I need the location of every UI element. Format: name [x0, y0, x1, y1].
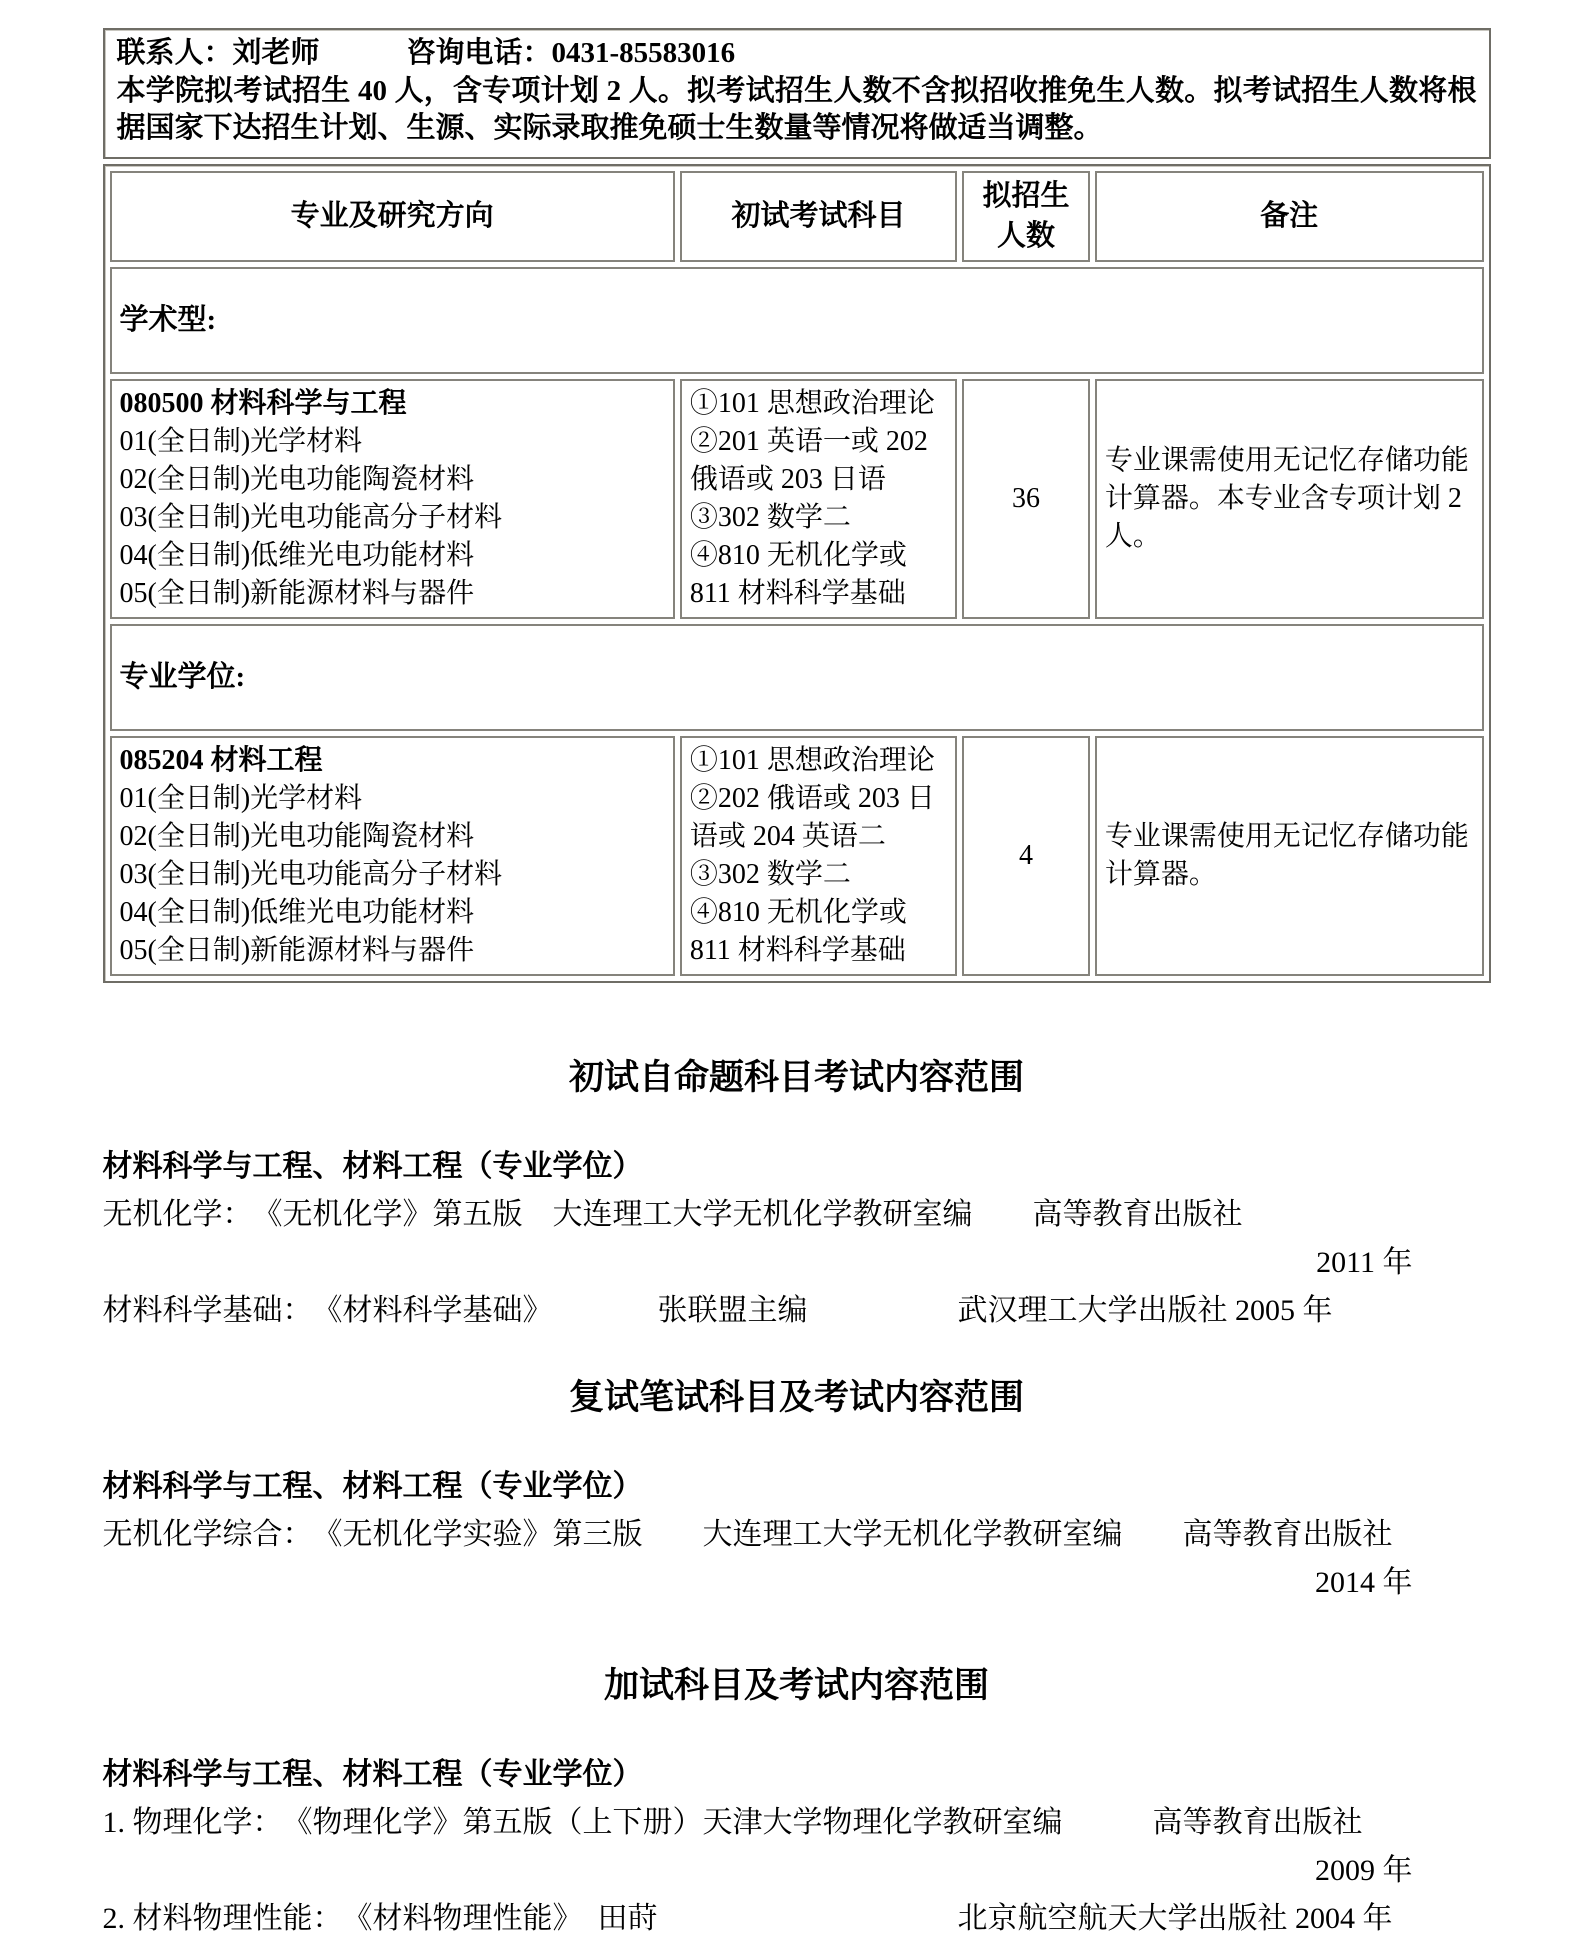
section-row-academic — [110, 267, 1484, 374]
major-cell-080500 — [110, 379, 675, 619]
section-row-professional — [110, 624, 1484, 731]
table-row — [110, 736, 1484, 976]
section-initial-exam — [103, 1057, 1491, 1335]
research-direction: 04(全日制)低维光电功能材料 — [119, 539, 475, 571]
table-row — [110, 379, 1484, 619]
reference-line: 无机化学综合： 《无机化学实验》第三版 大连理工大学无机化学教研室编 高等教育出版社 — [102, 1517, 1393, 1551]
major-cell-085204 — [110, 736, 675, 976]
exam-subject: ④810 无机化学或 811 材料科学基础 — [689, 539, 907, 609]
page-content — [103, 0, 1491, 1943]
section-subheading: 材料科学与工程、材料工程（专业学位） — [102, 1757, 643, 1791]
column-header-remarks: 备注 — [1095, 171, 1484, 262]
exam-subject: ③302 数学二 — [689, 858, 851, 890]
exam-subject: ④810 无机化学或 811 材料科学基础 — [689, 896, 907, 966]
enrollment-count: 36 — [962, 379, 1090, 619]
research-direction: 02(全日制)光电功能陶瓷材料 — [119, 463, 475, 495]
reference-year: 2014 年 — [1315, 1565, 1413, 1599]
reference-line: 无机化学： 《无机化学》第五版 大连理工大学无机化学教研室编 高等教育出版社 — [102, 1197, 1243, 1231]
section-subheading: 材料科学与工程、材料工程（专业学位） — [102, 1149, 643, 1183]
reference-line: 材料科学基础： 《材料科学基础》 张联盟主编 武汉理工大学出版社 2005 年 — [102, 1293, 1333, 1327]
major-code-title: 080500 材料科学与工程 — [119, 387, 407, 419]
research-direction: 03(全日制)光电功能高分子材料 — [119, 858, 503, 890]
exam-subjects-cell — [680, 379, 957, 619]
column-header-major: 专业及研究方向 — [110, 171, 675, 262]
column-header-exam-subjects: 初试考试科目 — [680, 171, 957, 262]
research-direction: 01(全日制)光学材料 — [119, 782, 363, 814]
reference-year: 2009 年 — [1315, 1853, 1413, 1887]
table-header-row — [110, 171, 1484, 262]
exam-subject: ③302 数学二 — [689, 501, 851, 533]
exam-subjects-cell — [680, 736, 957, 976]
major-code-title: 085204 材料工程 — [119, 744, 323, 776]
research-direction: 05(全日制)新能源材料与器件 — [119, 934, 475, 966]
contact-line: 联系人：刘老师 咨询电话：0431-85583016 — [116, 37, 736, 69]
section-reexam — [103, 1377, 1491, 1607]
remark-cell: 专业课需使用无记忆存储功能计算器。本专业含专项计划 2 人。 — [1095, 379, 1484, 619]
reference-line: 2. 材料物理性能： 《材料物理性能》 田莳 北京航空航天大学出版社 2004 年 — [102, 1901, 1393, 1935]
enrollment-count: 4 — [962, 736, 1090, 976]
reference-year: 2011 年 — [1316, 1245, 1413, 1279]
research-direction: 01(全日制)光学材料 — [119, 425, 363, 457]
section-subheading: 材料科学与工程、材料工程（专业学位） — [102, 1469, 643, 1503]
exam-subject: ①101 思想政治理论 — [689, 744, 935, 776]
exam-subject: ①101 思想政治理论 — [689, 387, 935, 419]
section-label-professional: 专业学位: — [110, 624, 1484, 731]
section-heading: 加试科目及考试内容范围 — [603, 1665, 989, 1705]
remark-cell: 专业课需使用无记忆存储功能计算器。 — [1095, 736, 1484, 976]
section-additional-exam — [103, 1665, 1491, 1943]
research-direction: 02(全日制)光电功能陶瓷材料 — [119, 820, 475, 852]
exam-subject: ②202 俄语或 203 日语或 204 英语二 — [689, 782, 935, 852]
research-direction: 04(全日制)低维光电功能材料 — [119, 896, 475, 928]
section-heading: 初试自命题科目考试内容范围 — [568, 1057, 1024, 1097]
enrollment-notice: 本学院拟考试招生 40 人，含专项计划 2 人。拟考试招生人数不含拟招收推免生人数。拟考试招生人数将根据国家下达招生计划、生源、实际录取推免硕士生数量等情况将做适当调整。 — [116, 74, 1477, 145]
research-direction: 05(全日制)新能源材料与器件 — [119, 577, 475, 609]
reference-line: 1. 物理化学： 《物理化学》第五版（上下册）天津大学物理化学教研室编 高等教育出版社 — [102, 1805, 1363, 1839]
research-direction: 03(全日制)光电功能高分子材料 — [119, 501, 503, 533]
section-heading: 复试笔试科目及考试内容范围 — [568, 1377, 1024, 1417]
admissions-table — [103, 164, 1491, 983]
exam-subject: ②201 英语一或 202 俄语或 203 日语 — [689, 425, 928, 495]
column-header-planned-enrollment: 拟招生人数 — [962, 171, 1090, 262]
contact-info-box — [103, 28, 1491, 159]
section-label-academic: 学术型: — [110, 267, 1484, 374]
